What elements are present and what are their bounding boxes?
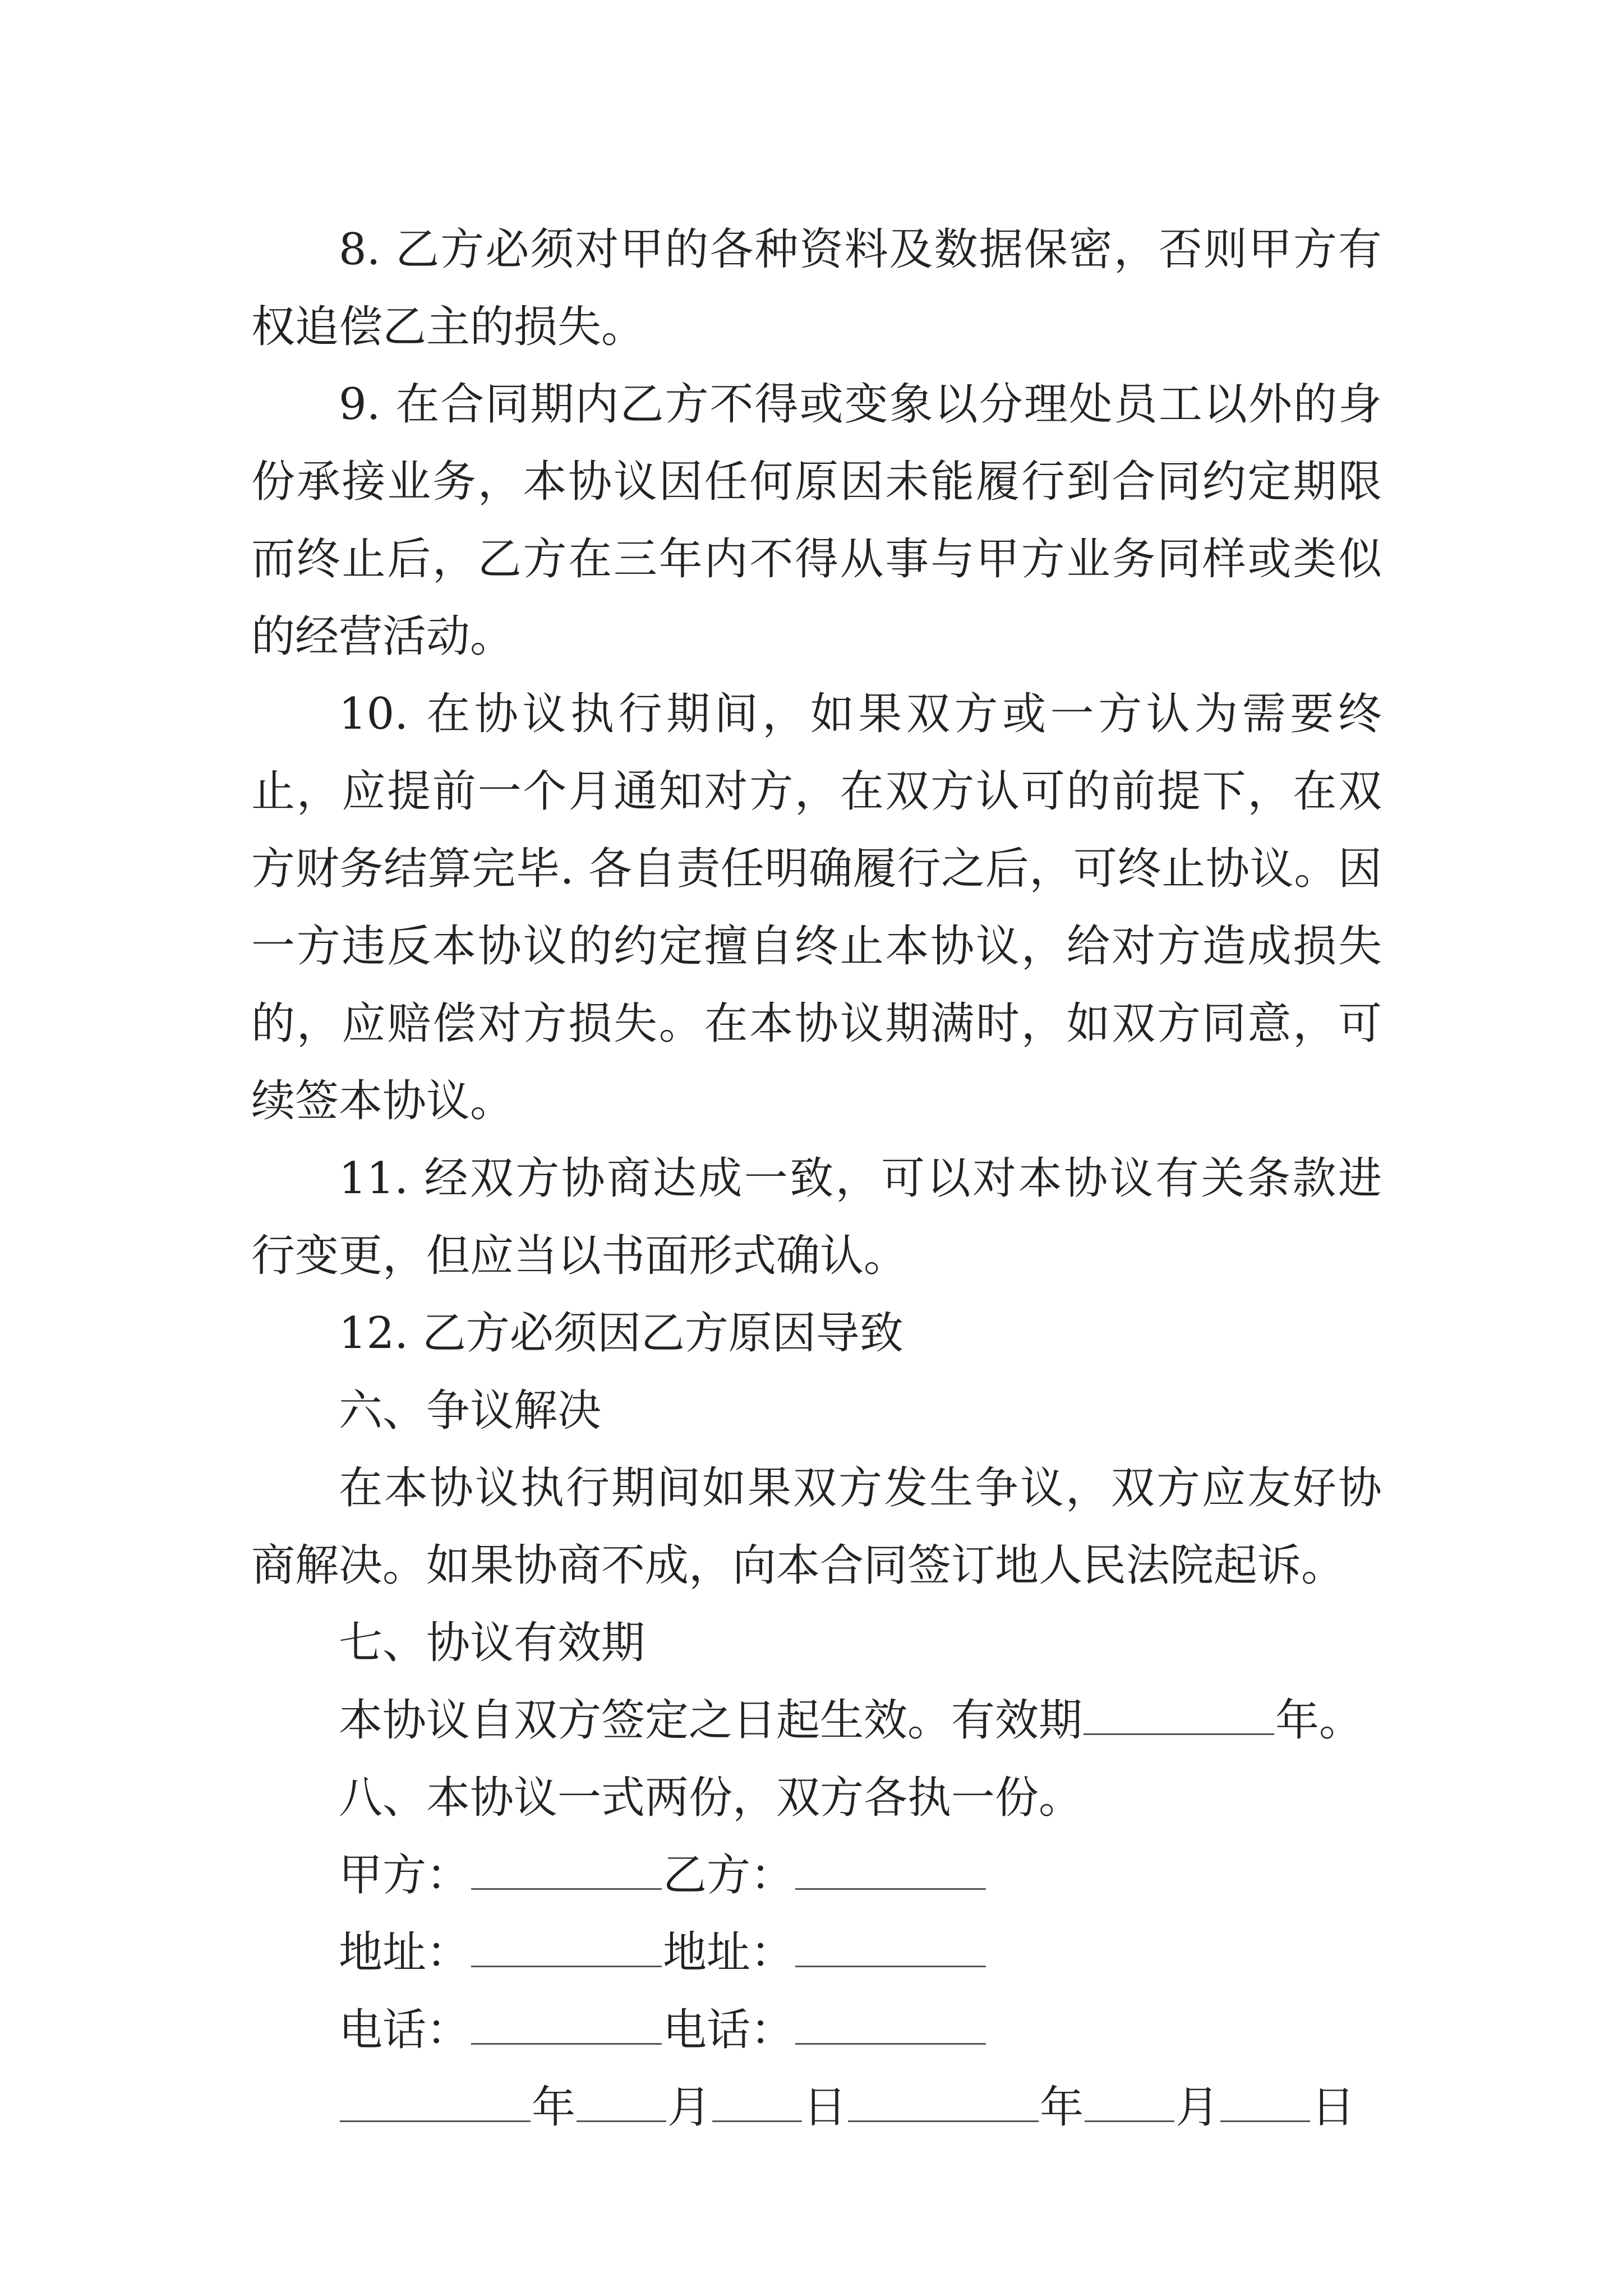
phone-b-blank: [795, 1996, 986, 2045]
date-a-month: 月: [667, 2082, 712, 2133]
validity-years-blank: [1083, 1686, 1274, 1735]
address-a-label: 地址：: [339, 1927, 471, 1978]
date-b-day-blank: [1220, 2073, 1310, 2122]
clause-9: 9. 在合同期内乙方不得或变象以分理处员工以外的身份承接业务，本协议因任何原因未能履行到合同约定期限而终止后，乙方在三年内不得从事与甲方业务同样或类似的经营活动。: [251, 379, 1382, 662]
date-a-year-blank: [340, 2073, 531, 2122]
date-a-day-blank: [712, 2073, 802, 2122]
clause-11: 11. 经双方协商达成一致，可以对本协议有关条款进行变更，但应当以书面形式确认。: [251, 1153, 1382, 1281]
section-dispute-heading: 六、争议解决: [339, 1386, 602, 1436]
clause-8: 8. 乙方必须对甲的各种资料及数据保密，否则甲方有权追偿乙主的损失。: [251, 224, 1382, 352]
section-validity-heading: 七、协议有效期: [339, 1618, 645, 1668]
clause-12: 12. 乙方必须因乙方原因导致: [339, 1308, 903, 1359]
date-b-year-blank: [848, 2073, 1039, 2122]
date-line: [251, 2069, 1382, 2146]
address-b-blank: [795, 1918, 986, 1967]
party-b-label: 乙方：: [663, 1850, 795, 1901]
clause-10: 10. 在协议执行期间，如果双方或一方认为需要终止，应提前一个月通知对方，在双方认可的前提下，在双方财务结算完毕. 各自责任明确履行之后，可终止协议。因一方违反本协议的约定擅自终止本协议，给对方造成损失的，应赔偿对方损失。在本协议期满时，如双方同意，可续签本协议。: [251, 689, 1382, 1126]
date-b-day: 日: [1311, 2082, 1355, 2133]
party-a-label: 甲方：: [339, 1850, 471, 1901]
date-a-month-blank: [577, 2073, 666, 2122]
validity-suffix: 年。: [1275, 1695, 1363, 1746]
validity-line: [251, 1682, 1382, 1759]
dispute-text: 在本协议执行期间如果双方发生争议，双方应友好协商解决。如果协商不成，向本合同签订地人民法院起诉。: [251, 1463, 1382, 1591]
party-b-blank: [795, 1841, 986, 1890]
document-body: [251, 211, 1382, 2146]
party-line: [251, 1837, 1382, 1914]
phone-b-label: 电话：: [663, 2005, 795, 2055]
validity-prefix: 本协议自双方签定之日起生效。有效期: [339, 1695, 1083, 1746]
address-line: [251, 1914, 1382, 1991]
address-b-label: 地址：: [663, 1927, 795, 1978]
date-a-day: 日: [803, 2082, 847, 2133]
phone-line: [251, 1991, 1382, 2069]
party-a-blank: [471, 1841, 662, 1890]
phone-a-blank: [471, 1996, 662, 2045]
copies-clause: 八、本协议一式两份，双方各执一份。: [339, 1773, 1083, 1823]
date-b-month-blank: [1085, 2073, 1174, 2122]
address-a-blank: [471, 1918, 662, 1967]
date-a-year: 年: [532, 2082, 576, 2133]
date-b-year: 年: [1040, 2082, 1084, 2133]
phone-a-label: 电话：: [339, 2005, 471, 2055]
date-b-month: 月: [1175, 2082, 1220, 2133]
